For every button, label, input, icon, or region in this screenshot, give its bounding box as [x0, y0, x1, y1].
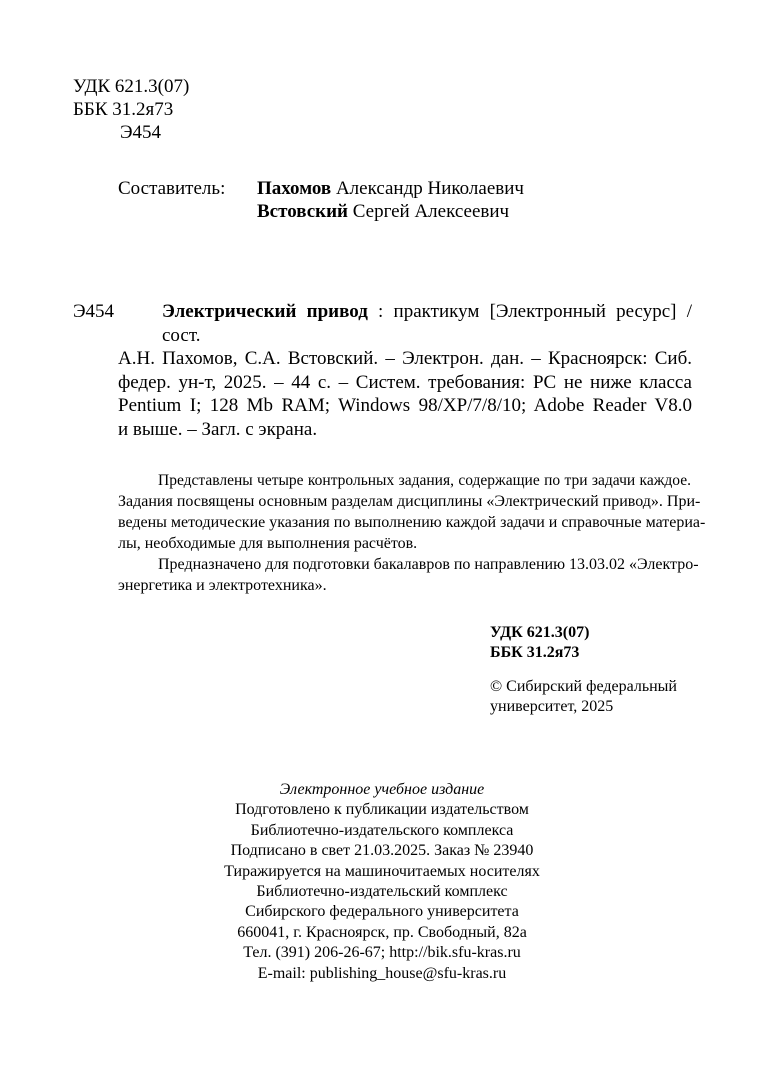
udk-code: УДК 621.3(07) — [73, 76, 190, 97]
copyright-codes — [490, 623, 589, 663]
annotation-line-3: ведены методические указания по выполнению каждой задачи и справочные материа- — [118, 514, 706, 531]
imprint-line-4: Тиражируется на машиночитаемых носителях — [224, 862, 540, 880]
bib-line-3: федер. ун-т, 2025. – 44 с. – Систем. требования: PC не ниже класса — [118, 371, 692, 393]
bib-line-5: и выше. – Загл. с экрана. — [118, 418, 318, 440]
book-title: Электрический привод — [162, 301, 368, 322]
annotation-line-5: Предназначено для подготовки бакалавров по направлению 13.03.02 «Электро- — [158, 556, 699, 573]
bib-mark: Э454 — [73, 301, 115, 322]
imprint-line-1: Подготовлено к публикации издательством — [235, 801, 529, 819]
compiler-2 — [257, 200, 524, 223]
bib-line-1-rest: : практикум [Электронный ресурс] / сост. — [162, 301, 692, 346]
author-mark: Э454 — [120, 122, 162, 143]
bib-line-1 — [118, 300, 692, 347]
compiler-1-names: Александр Николаевич — [331, 178, 524, 199]
classification-codes — [73, 75, 189, 144]
annotation-line-4: лы, необходимые для выполнения расчётов. — [118, 535, 418, 552]
imprint — [182, 780, 582, 984]
annotation — [118, 470, 706, 596]
bib-line-2: А.Н. Пахомов, С.А. Встовский. – Электрон. дан. – Красноярск: Сиб. — [118, 348, 692, 369]
bibliographic-description — [118, 300, 692, 441]
copyright-notice — [490, 677, 677, 717]
imprint-line-3: Подписано в свет 21.03.2025. Заказ № 23940 — [230, 842, 534, 860]
imprint-heading: Электронное учебное издание — [279, 781, 485, 798]
compiler-2-names: Сергей Алексеевич — [347, 201, 510, 222]
compiler-1 — [257, 177, 524, 200]
copyright-line-1: © Сибирский федеральный — [490, 678, 677, 695]
imprint-line-7: 660041, г. Красноярск, пр. Свободный, 82а — [237, 923, 527, 941]
compilers-list — [257, 177, 524, 223]
copyright-bbk: ББК 31.2я73 — [490, 644, 580, 661]
bbk-code: ББК 31.2я73 — [73, 99, 174, 120]
imprint-line-6: Сибирского федерального университета — [245, 903, 519, 921]
copyright-line-2: университет, 2025 — [490, 698, 614, 715]
copyright-udk: УДК 621.3(07) — [490, 624, 590, 641]
compiler-2-surname: Встовский — [257, 201, 348, 222]
imprint-line-2: Библиотечно-издательского комплекса — [250, 821, 514, 839]
imprint-line-9[interactable]: E-mail: publishing_house@sfu-kras.ru — [257, 964, 507, 982]
compiler-1-surname: Пахомов — [257, 178, 332, 199]
annotation-line-6: энергетика и электротехника». — [118, 577, 327, 594]
bib-line-4: Pentium I; 128 Mb RAM; Windows 98/XP/7/8/10; Adobe Reader V8.0 — [118, 395, 692, 416]
imprint-line-5: Библиотечно-издательский комплекс — [256, 883, 508, 901]
compilers-label: Составитель: — [118, 178, 226, 199]
annotation-line-1: Представлены четыре контрольных задания, содержащие по три задачи каждое. — [158, 472, 691, 489]
annotation-line-2: Задания посвящены основным разделам дисциплины «Электрический привод». При- — [118, 493, 701, 510]
imprint-line-8[interactable]: Тел. (391) 206-26-67; http://bik.sfu-kras.ru — [243, 944, 521, 962]
